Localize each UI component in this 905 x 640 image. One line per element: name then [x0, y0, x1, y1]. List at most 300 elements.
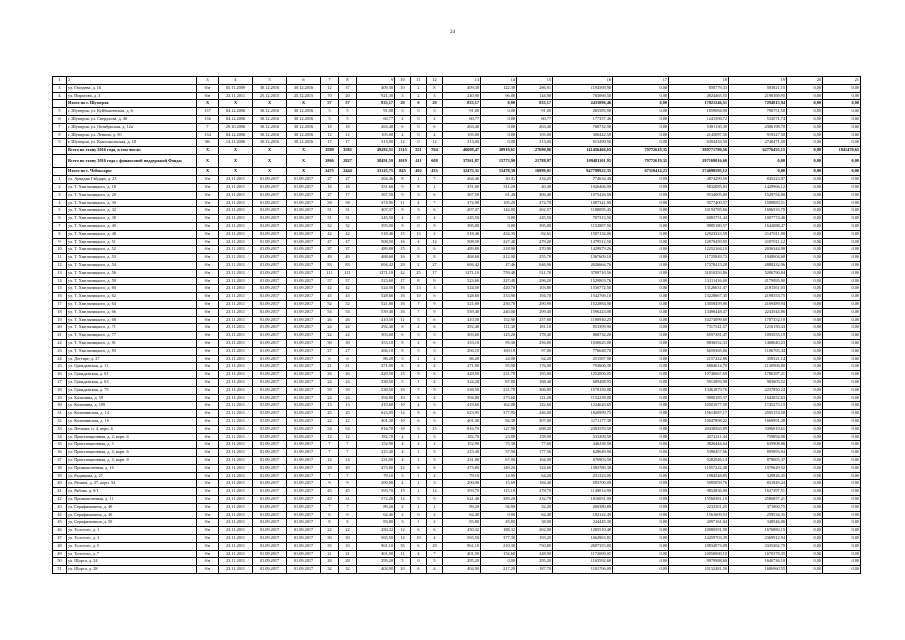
table-cell: 1662963,81: [553, 534, 613, 542]
table-cell: 5005059,76: [669, 480, 729, 488]
table-cell: 62,20: [517, 355, 553, 363]
table-cell: 0,00: [823, 115, 861, 123]
table-cell: 18834973,09: [669, 542, 729, 550]
table-cell: б/н: [197, 199, 219, 207]
table-cell: 215,40: [357, 449, 395, 457]
table-cell: X: [197, 147, 219, 155]
table-cell: 15614087,17: [669, 410, 729, 418]
table-cell: 32475,31: [443, 168, 481, 176]
table-cell: 01.09.2017: [253, 215, 287, 223]
table-cell: 0,00: [823, 84, 861, 92]
address-cell: ул. Калинина, д. 109: [67, 402, 197, 410]
table-cell: 12: [321, 433, 339, 441]
table-cell: 01.09.2017: [287, 566, 321, 574]
table-cell: 43: [53, 503, 67, 511]
table-cell: 103,80: [517, 285, 553, 293]
table-cell: 5: [427, 402, 443, 410]
table-row: [53, 464, 861, 472]
table-cell: 01.09.2017: [253, 480, 287, 488]
table-cell: 200,00: [443, 480, 481, 488]
table-cell: 0,00: [823, 480, 861, 488]
table-cell: 1: [411, 503, 427, 511]
table-cell: 3: [411, 332, 427, 340]
table-cell: 1468640,23: [729, 340, 787, 348]
address-cell: ул. Т. Хмельницкого, д. 32: [67, 207, 197, 215]
table-cell: 109481101,95: [553, 154, 613, 168]
table-cell: 0,00: [787, 191, 823, 199]
table-cell: 111: [321, 269, 339, 277]
table-cell: 240,00: [481, 308, 517, 316]
table-cell: 11: [395, 199, 411, 207]
table-cell: 01.09.2017: [253, 456, 287, 464]
table-cell: 1948004,60: [729, 254, 787, 262]
table-cell: 18: [321, 123, 339, 131]
table-cell: 231,00: [357, 456, 395, 464]
table-cell: 89,20: [357, 503, 395, 511]
table-cell: 35: [321, 542, 339, 550]
table-cell: 8: [339, 77, 357, 85]
table-cell: 2740471,50: [729, 139, 787, 147]
table-cell: 1171177,30: [553, 417, 613, 425]
table-cell: 0,00: [823, 324, 861, 332]
table-cell: 14: [53, 277, 67, 285]
table-cell: 6832085,83: [669, 184, 729, 192]
table-cell: [53, 100, 67, 108]
table-cell: 25.12.2015: [253, 92, 287, 100]
table-cell: 419,60: [357, 402, 395, 410]
table-cell: 8836552,33: [669, 340, 729, 348]
table-cell: 7: [339, 449, 357, 457]
table-cell: 2: [395, 503, 411, 511]
table-cell: 450,32: [357, 527, 395, 535]
table-cell: 0,00: [613, 378, 669, 386]
table-cell: 0,00: [823, 246, 861, 254]
table-cell: 6: [395, 123, 411, 131]
table-cell: 1149014,90: [553, 488, 613, 496]
table-cell: 351,60: [443, 184, 481, 192]
table-cell: 1285510,48: [553, 527, 613, 535]
table-cell: 01.09.2017: [287, 230, 321, 238]
table-cell: 0,00: [787, 123, 823, 131]
table-cell: 0,00: [613, 363, 669, 371]
table-cell: 0,00: [613, 534, 669, 542]
table-cell: 6083751,44: [669, 215, 729, 223]
table-cell: б/н: [197, 92, 219, 100]
table-cell: 01.09.2017: [287, 456, 321, 464]
table-cell: 32,20: [517, 503, 553, 511]
table-cell: 919327,50: [729, 131, 787, 139]
table-cell: 01.09.2017: [287, 464, 321, 472]
table-cell: 2888232,96: [729, 262, 787, 270]
total-row: [53, 147, 861, 155]
table-cell: 353,10: [357, 340, 395, 348]
table-cell: 0,00: [613, 386, 669, 394]
address-cell: ул. Серафимовича, д. 46: [67, 511, 197, 519]
table-cell: 266,10: [443, 347, 481, 355]
table-cell: 389771780,56: [669, 147, 729, 155]
table-cell: 0,00: [613, 511, 669, 519]
table-row: [53, 223, 861, 231]
table-cell: 0,00: [787, 332, 823, 340]
table-cell: 01.09.2017: [253, 324, 287, 332]
address-cell: ул. Т. Хмельницкого, д. 40: [67, 223, 197, 231]
table-cell: 0,00: [613, 355, 669, 363]
table-cell: 286,91: [517, 84, 553, 92]
table-cell: 0,00: [787, 425, 823, 433]
table-cell: 1: [411, 355, 427, 363]
table-cell: 371000,75: [729, 503, 787, 511]
table-cell: 01.09.2017: [253, 558, 287, 566]
address-cell: ул. Т. Хмельницкого, д. 77: [67, 332, 197, 340]
table-cell: 6: [339, 355, 357, 363]
table-cell: 6: [427, 123, 443, 131]
table-cell: 333,90: [481, 293, 517, 301]
table-cell: 16: [53, 293, 67, 301]
table-cell: 1686960,55: [729, 566, 787, 574]
table-cell: 111: [339, 269, 357, 277]
table-cell: 895893,94: [729, 449, 787, 457]
table-cell: 4: [427, 363, 443, 371]
table-cell: 15: [395, 246, 411, 254]
table-cell: 0,00: [787, 147, 823, 155]
table-cell: 0: [411, 108, 427, 116]
table-cell: 195,80: [517, 371, 553, 379]
table-cell: 24: [339, 378, 357, 386]
table-cell: 518,46: [443, 230, 481, 238]
table-cell: 2181561,03: [729, 285, 787, 293]
address-cell: ул. Гражданская, д. 61: [67, 371, 197, 379]
table-cell: 523,60: [443, 277, 481, 285]
table-cell: 15: [395, 230, 411, 238]
table-cell: 01.09.2017: [287, 480, 321, 488]
table-cell: 33: [53, 425, 67, 433]
table-cell: 0,00: [613, 472, 669, 480]
table-cell: б/н: [197, 184, 219, 192]
table-cell: 1642088,47: [729, 223, 787, 231]
table-cell: 23.11.2011: [219, 394, 253, 402]
total-row: [53, 154, 861, 168]
table-cell: 0: [411, 131, 427, 139]
table-cell: 0,00: [823, 503, 861, 511]
table-cell: 01.09.2017: [253, 277, 287, 285]
table-cell: 01.09.2017: [253, 223, 287, 231]
table-cell: 524,50: [443, 285, 481, 293]
table-cell: 4: [395, 441, 411, 449]
table-cell: 38: [53, 464, 67, 472]
address-cell: ул. Т. Хмельницкого, д. 52: [67, 246, 197, 254]
table-cell: 29: [395, 262, 411, 270]
table-cell: 353,10: [443, 340, 481, 348]
table-cell: 57: [321, 100, 339, 108]
address-cell: ул. Пристанционная, д. 3: [67, 441, 197, 449]
table-cell: 0,00: [729, 168, 787, 176]
table-cell: 4: [427, 566, 443, 574]
table-cell: б/н: [197, 456, 219, 464]
table-cell: 9: [411, 371, 427, 379]
table-cell: 0,00: [787, 223, 823, 231]
table-cell: 24: [339, 394, 357, 402]
table-cell: 1596223,00: [553, 308, 613, 316]
table-cell: X: [197, 168, 219, 176]
table-cell: 01.09.2017: [253, 433, 287, 441]
address-cell: ул. Аркадия Гайдара, д. 23: [67, 176, 197, 184]
address-cell: ул. Т. Хмельницкого, д. 53: [67, 254, 197, 262]
table-cell: 9577400,57: [669, 199, 729, 207]
table-cell: 338,50: [357, 378, 395, 386]
table-cell: 14: [481, 77, 517, 85]
table-cell: 44: [53, 511, 67, 519]
table-cell: 1637497,51: [729, 488, 787, 496]
table-cell: 6804614,70: [669, 363, 729, 371]
table-cell: 91,00: [357, 108, 395, 116]
table-cell: 30.12.2016: [253, 115, 287, 123]
address-cell: ул. Т. Хмельницкого, д. 54: [67, 262, 197, 270]
table-cell: 01.09.2017: [287, 293, 321, 301]
table-cell: 0,00: [787, 511, 823, 519]
address-cell: ул. Т. Хмельницкого, д. 68: [67, 316, 197, 324]
table-cell: 16: [395, 308, 411, 316]
table-row: [53, 277, 861, 285]
table-cell: 01.09.2017: [253, 464, 287, 472]
table-cell: 274690595,12: [669, 168, 729, 176]
table-cell: 31: [339, 215, 357, 223]
table-cell: 04.12.2006: [219, 108, 253, 116]
table-cell: 22: [321, 417, 339, 425]
table-cell: 01.09.2017: [253, 285, 287, 293]
table-cell: б/н: [197, 316, 219, 324]
table-cell: 14: [339, 456, 357, 464]
table-cell: 2: [411, 262, 427, 270]
table-cell: 24: [321, 378, 339, 386]
table-cell: 2827: [339, 154, 357, 168]
table-cell: 125,20: [481, 332, 517, 340]
table-cell: 0,00: [823, 363, 861, 371]
table-cell: 0,00: [787, 168, 823, 176]
table-cell: 184,40: [517, 480, 553, 488]
table-cell: 0: [411, 139, 427, 147]
table-cell: 551: [411, 147, 427, 155]
table-cell: 2: [427, 441, 443, 449]
table-cell: 3: [427, 108, 443, 116]
table-cell: 136: [197, 115, 219, 123]
table-cell: 181,10: [517, 324, 553, 332]
table-cell: 6: [395, 363, 411, 371]
table-cell: 0,00: [823, 511, 861, 519]
table-cell: 623,95: [443, 410, 481, 418]
table-cell: 539,40: [357, 308, 395, 316]
table-cell: 96,00: [481, 92, 517, 100]
address-cell: ул. Т. Хмельницкого, д. 81: [67, 340, 197, 348]
address-cell: ул. Щорса, д. 24: [67, 558, 197, 566]
table-cell: 47: [321, 238, 339, 246]
table-cell: 635908,86: [729, 441, 787, 449]
table-cell: 257,60: [517, 316, 553, 324]
table-cell: 9880185,37: [669, 394, 729, 402]
table-cell: 45: [321, 293, 339, 301]
table-cell: 0,00: [787, 293, 823, 301]
table-cell: 3: [395, 519, 411, 527]
table-cell: 0,00: [787, 488, 823, 496]
table-cell: 0,00: [613, 566, 669, 574]
address-cell: ул. Т. Хмельницкого, д. 71: [67, 324, 197, 332]
table-cell: б/н: [197, 215, 219, 223]
table-cell: 1241506,72: [669, 115, 729, 123]
table-cell: б/н: [197, 378, 219, 386]
table-row: [53, 550, 861, 558]
table-cell: 3: [411, 246, 427, 254]
table-cell: 79772619,35: [613, 154, 669, 168]
table-cell: б/н: [197, 363, 219, 371]
table-cell: 1676880,15: [729, 527, 787, 535]
table-cell: 01.09.2017: [253, 238, 287, 246]
table-cell: 4: [53, 92, 67, 100]
table-cell: 2: [53, 184, 67, 192]
table-cell: 0,00: [787, 301, 823, 309]
table-cell: 0,00: [613, 184, 669, 192]
table-cell: 30.12.2016: [253, 131, 287, 139]
address-cell: г. Шумерля, ул. Куйбышевская, д. 6: [67, 108, 197, 116]
table-cell: 43: [321, 495, 339, 503]
table-cell: 01.09.2017: [287, 542, 321, 550]
table-cell: 34: [53, 433, 67, 441]
address-cell: 2: [67, 77, 197, 85]
table-row: [53, 472, 861, 480]
address-cell: Итого по г. Чебоксары: [67, 168, 197, 176]
table-cell: 329826,45: [729, 472, 787, 480]
table-cell: 0,00: [787, 355, 823, 363]
table-cell: 248,90: [517, 550, 553, 558]
table-cell: 168,40: [517, 378, 553, 386]
table-cell: 17: [53, 301, 67, 309]
address-cell: ул. Промышленная, д. 16: [67, 464, 197, 472]
table-cell: 3: [395, 108, 411, 116]
table-cell: 37,90: [481, 449, 517, 457]
table-cell: 62,40: [517, 511, 553, 519]
table-cell: 01.09.2017: [287, 558, 321, 566]
table-cell: 0,00: [787, 371, 823, 379]
table-row: [53, 410, 861, 418]
table-cell: 348546,06: [729, 519, 787, 527]
table-cell: 01.09.2017: [287, 324, 321, 332]
table-cell: 15478,30: [481, 168, 517, 176]
table-cell: 01.09.2017: [253, 308, 287, 316]
table-cell: 01.09.2017: [253, 402, 287, 410]
table-cell: 0,00: [787, 558, 823, 566]
table-cell: 01.09.2017: [253, 199, 287, 207]
table-cell: 0,00: [823, 340, 861, 348]
table-cell: 23.11.2011: [219, 230, 253, 238]
table-cell: 49: [321, 254, 339, 262]
table-cell: 8: [395, 176, 411, 184]
table-cell: 23.11.2011: [219, 425, 253, 433]
table-cell: 1941470,65: [823, 147, 861, 155]
table-cell: 0,00: [787, 215, 823, 223]
table-row: [53, 238, 861, 246]
table-cell: 0,00: [613, 131, 669, 139]
table-cell: 3: [411, 425, 427, 433]
table-cell: 0,00: [787, 347, 823, 355]
table-cell: 54: [321, 308, 339, 316]
table-cell: 0,00: [613, 139, 669, 147]
table-cell: 6597381,47: [669, 332, 729, 340]
table-cell: 8: [411, 254, 427, 262]
table-cell: 23.11.2011: [219, 324, 253, 332]
table-cell: 446238,50: [553, 441, 613, 449]
table-cell: 275,60: [481, 394, 517, 402]
table-row: [53, 480, 861, 488]
table-cell: 4572211,44: [669, 433, 729, 441]
table-row: [53, 449, 861, 457]
table-cell: 2198553,75: [729, 293, 787, 301]
table-cell: 299,40: [517, 308, 553, 316]
table-cell: 1: [411, 449, 427, 457]
table-cell: 37: [53, 456, 67, 464]
table-cell: 40: [53, 480, 67, 488]
table-row: [53, 269, 861, 277]
table-cell: 0,00: [823, 464, 861, 472]
table-cell: 16: [339, 184, 357, 192]
table-cell: 01.09.2017: [253, 347, 287, 355]
table-cell: 0,00: [613, 199, 669, 207]
table-cell: 0,00: [823, 550, 861, 558]
table-cell: 0,00: [823, 108, 861, 116]
address-cell: ул. Пристанционная, д. 4, корп. 6: [67, 449, 197, 457]
table-row: [53, 433, 861, 441]
table-cell: 12679459,05: [669, 238, 729, 246]
table-cell: 0: [411, 223, 427, 231]
table-cell: 01.09.2017: [253, 191, 287, 199]
table-cell: 0,00: [613, 519, 669, 527]
table-cell: 0,00: [787, 449, 823, 457]
table-cell: 37: [339, 246, 357, 254]
table-cell: 0,00: [613, 84, 669, 92]
table-cell: 0,00: [823, 542, 861, 550]
table-cell: 01.09.2017: [253, 316, 287, 324]
table-cell: 37: [321, 246, 339, 254]
table-cell: 52: [339, 301, 357, 309]
table-cell: 32: [321, 223, 339, 231]
table-cell: X: [253, 147, 287, 155]
table-cell: 7: [321, 472, 339, 480]
table-cell: 0,00: [787, 308, 823, 316]
table-cell: 1429966,12: [729, 184, 787, 192]
table-cell: 13111416,00: [669, 277, 729, 285]
table-cell: 5: [395, 558, 411, 566]
table-cell: 0,00: [823, 238, 861, 246]
table-cell: 1152238,00: [553, 394, 613, 402]
table-cell: 264,46: [357, 176, 395, 184]
table-cell: 394,80: [357, 394, 395, 402]
table-cell: 01.09.2017: [253, 230, 287, 238]
table-cell: 6: [427, 340, 443, 348]
table-cell: 845: [395, 168, 411, 176]
table-cell: 265585,90: [553, 108, 613, 116]
table-cell: 5: [395, 378, 411, 386]
table-cell: 264,46: [443, 176, 481, 184]
table-cell: 4: [395, 456, 411, 464]
table-cell: 295,20: [517, 558, 553, 566]
address-cell: г. Шумерля, ул. Свердлова, д. 40: [67, 115, 197, 123]
table-cell: 20438565,89: [669, 425, 729, 433]
table-cell: X: [287, 168, 321, 176]
table-cell: 646,96: [517, 262, 553, 270]
table-cell: 57: [339, 100, 357, 108]
table-cell: 30.12.2016: [287, 84, 321, 92]
table-cell: 83: [321, 262, 339, 270]
table-cell: б/н: [197, 550, 219, 558]
table-cell: 0,00: [823, 472, 861, 480]
table-cell: 105,00: [443, 131, 481, 139]
